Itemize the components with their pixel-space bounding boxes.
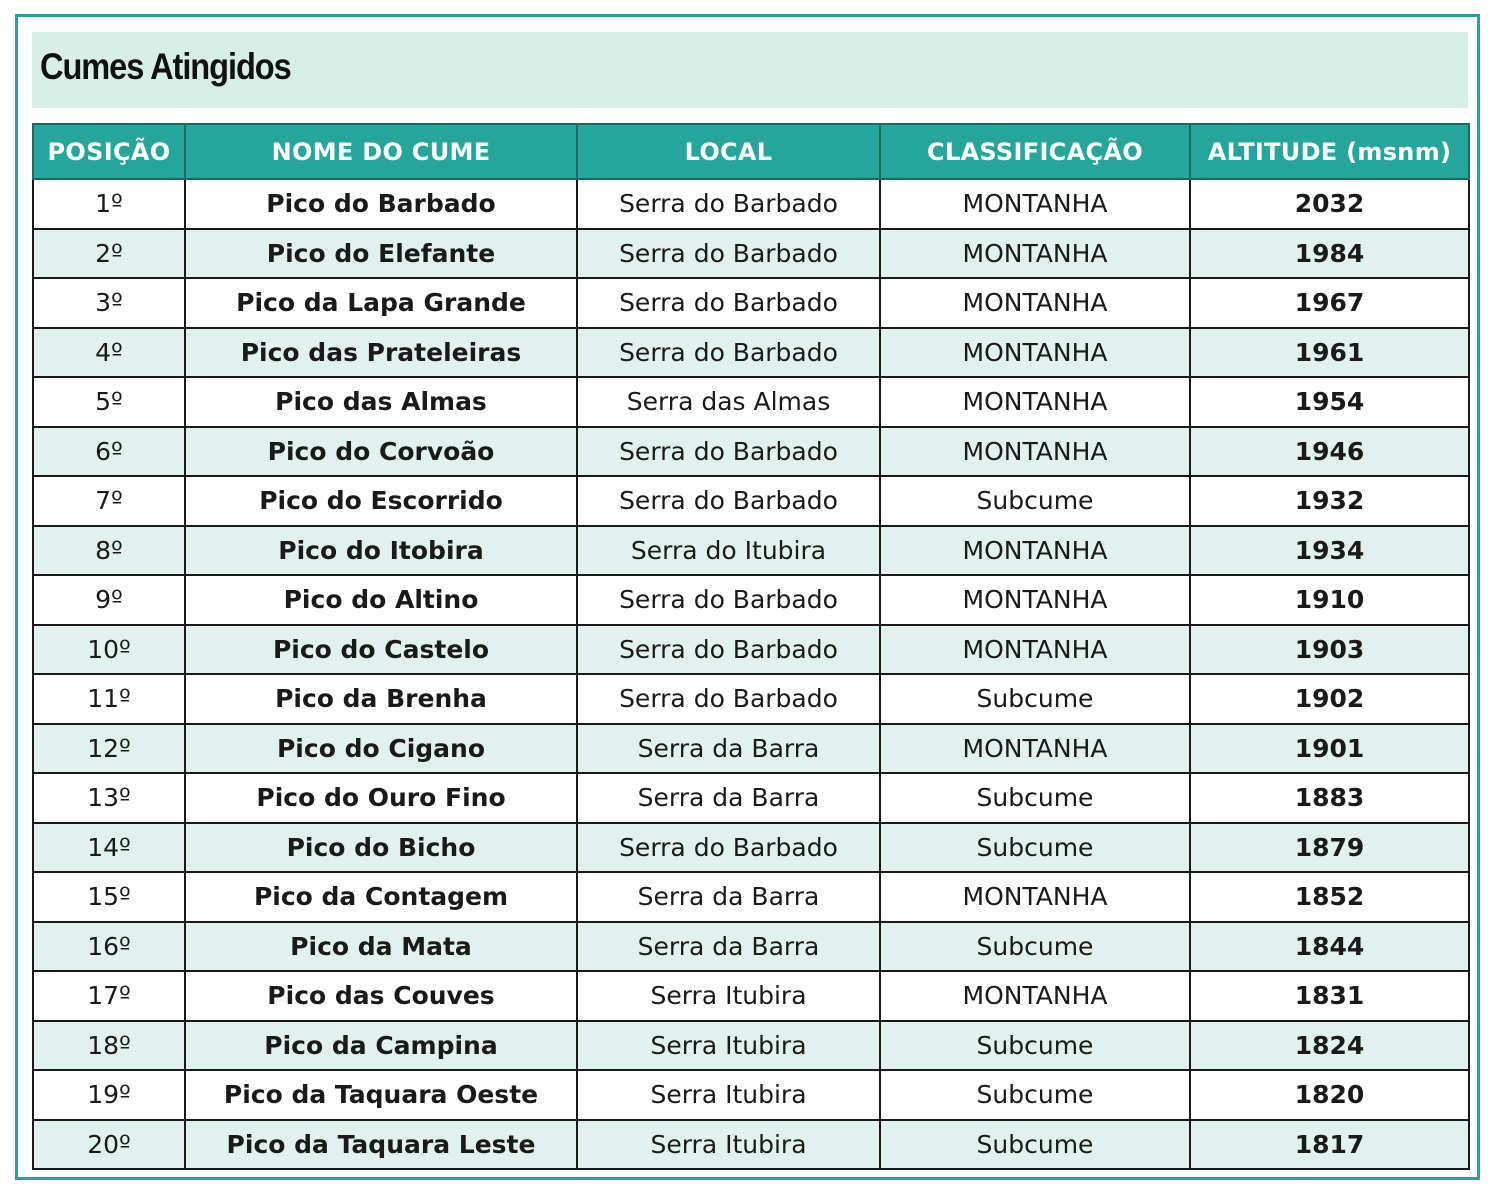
cell-location: Serra do Barbado <box>577 229 880 279</box>
table-row <box>33 575 1469 625</box>
header-position: POSIÇÃO <box>33 124 185 179</box>
table-row <box>33 922 1469 972</box>
peaks-table <box>32 123 1470 1170</box>
cell-altitude: 1817 <box>1190 1120 1469 1170</box>
cell-altitude: 1934 <box>1190 526 1469 576</box>
table-row <box>33 1120 1469 1170</box>
cell-peak-name: Pico do Itobira <box>185 526 577 576</box>
cell-position: 5º <box>33 377 185 427</box>
header-row <box>33 124 1469 179</box>
cell-altitude: 1901 <box>1190 724 1469 774</box>
cell-altitude: 1946 <box>1190 427 1469 477</box>
cell-classification: MONTANHA <box>880 971 1190 1021</box>
table-row <box>33 1070 1469 1120</box>
header-peak-name: NOME DO CUME <box>185 124 577 179</box>
cell-peak-name: Pico do Barbado <box>185 179 577 229</box>
header-classification: CLASSIFICAÇÃO <box>880 124 1190 179</box>
cell-classification: Subcume <box>880 773 1190 823</box>
cell-location: Serra do Barbado <box>577 328 880 378</box>
table-row <box>33 328 1469 378</box>
table-row <box>33 476 1469 526</box>
cell-classification: MONTANHA <box>880 278 1190 328</box>
cell-classification: Subcume <box>880 1120 1190 1170</box>
cell-classification: MONTANHA <box>880 328 1190 378</box>
cell-peak-name: Pico da Taquara Leste <box>185 1120 577 1170</box>
table-row <box>33 278 1469 328</box>
table-row <box>33 971 1469 1021</box>
cell-peak-name: Pico das Couves <box>185 971 577 1021</box>
cell-location: Serra Itubira <box>577 1021 880 1071</box>
cell-altitude: 1932 <box>1190 476 1469 526</box>
cell-classification: MONTANHA <box>880 575 1190 625</box>
cell-altitude: 1903 <box>1190 625 1469 675</box>
cell-location: Serra Itubira <box>577 1070 880 1120</box>
cell-altitude: 1883 <box>1190 773 1469 823</box>
cell-position: 16º <box>33 922 185 972</box>
cell-classification: MONTANHA <box>880 179 1190 229</box>
table-row <box>33 674 1469 724</box>
header-altitude: ALTITUDE (msnm) <box>1190 124 1469 179</box>
cell-position: 10º <box>33 625 185 675</box>
cell-position: 17º <box>33 971 185 1021</box>
cell-position: 4º <box>33 328 185 378</box>
cell-peak-name: Pico da Campina <box>185 1021 577 1071</box>
table-row <box>33 872 1469 922</box>
cell-position: 6º <box>33 427 185 477</box>
cell-peak-name: Pico da Brenha <box>185 674 577 724</box>
cell-altitude: 1961 <box>1190 328 1469 378</box>
cell-location: Serra Itubira <box>577 971 880 1021</box>
cell-peak-name: Pico das Prateleiras <box>185 328 577 378</box>
cell-location: Serra das Almas <box>577 377 880 427</box>
page-title: Cumes Atingidos <box>40 46 291 87</box>
cell-classification: MONTANHA <box>880 377 1190 427</box>
table-row <box>33 625 1469 675</box>
cell-altitude: 1910 <box>1190 575 1469 625</box>
table-row <box>33 724 1469 774</box>
cell-position: 19º <box>33 1070 185 1120</box>
cell-classification: Subcume <box>880 476 1190 526</box>
header-location: LOCAL <box>577 124 880 179</box>
cell-position: 3º <box>33 278 185 328</box>
cell-classification: MONTANHA <box>880 625 1190 675</box>
cell-location: Serra do Barbado <box>577 278 880 328</box>
cell-location: Serra da Barra <box>577 922 880 972</box>
cell-classification: Subcume <box>880 1021 1190 1071</box>
cell-position: 13º <box>33 773 185 823</box>
cell-location: Serra do Barbado <box>577 427 880 477</box>
cell-position: 15º <box>33 872 185 922</box>
table-row <box>33 823 1469 873</box>
cell-altitude: 1879 <box>1190 823 1469 873</box>
table-row <box>33 427 1469 477</box>
cell-altitude: 1844 <box>1190 922 1469 972</box>
cell-peak-name: Pico do Ouro Fino <box>185 773 577 823</box>
cell-location: Serra do Barbado <box>577 823 880 873</box>
cell-peak-name: Pico do Cigano <box>185 724 577 774</box>
cell-position: 8º <box>33 526 185 576</box>
cell-location: Serra Itubira <box>577 1120 880 1170</box>
cell-classification: MONTANHA <box>880 872 1190 922</box>
cell-altitude: 1852 <box>1190 872 1469 922</box>
cell-position: 1º <box>33 179 185 229</box>
cell-location: Serra da Barra <box>577 724 880 774</box>
cell-position: 18º <box>33 1021 185 1071</box>
cell-position: 20º <box>33 1120 185 1170</box>
cell-peak-name: Pico do Corvoão <box>185 427 577 477</box>
cell-peak-name: Pico da Taquara Oeste <box>185 1070 577 1120</box>
cell-location: Serra do Barbado <box>577 674 880 724</box>
cell-location: Serra do Barbado <box>577 476 880 526</box>
cell-position: 12º <box>33 724 185 774</box>
cell-altitude: 1831 <box>1190 971 1469 1021</box>
cell-position: 11º <box>33 674 185 724</box>
cell-peak-name: Pico do Castelo <box>185 625 577 675</box>
cell-altitude: 1820 <box>1190 1070 1469 1120</box>
cell-position: 7º <box>33 476 185 526</box>
cell-peak-name: Pico da Mata <box>185 922 577 972</box>
cell-location: Serra do Barbado <box>577 575 880 625</box>
table-row <box>33 179 1469 229</box>
cell-peak-name: Pico da Lapa Grande <box>185 278 577 328</box>
cell-peak-name: Pico do Bicho <box>185 823 577 873</box>
cell-peak-name: Pico do Altino <box>185 575 577 625</box>
table-row <box>33 526 1469 576</box>
cell-position: 9º <box>33 575 185 625</box>
cell-altitude: 2032 <box>1190 179 1469 229</box>
cell-altitude: 1967 <box>1190 278 1469 328</box>
cell-location: Serra do Itubira <box>577 526 880 576</box>
cell-classification: Subcume <box>880 823 1190 873</box>
cell-location: Serra do Barbado <box>577 625 880 675</box>
cell-altitude: 1902 <box>1190 674 1469 724</box>
cell-classification: Subcume <box>880 922 1190 972</box>
table-row <box>33 1021 1469 1071</box>
cell-peak-name: Pico da Contagem <box>185 872 577 922</box>
cell-altitude: 1824 <box>1190 1021 1469 1071</box>
cell-position: 2º <box>33 229 185 279</box>
cell-location: Serra do Barbado <box>577 179 880 229</box>
cell-peak-name: Pico do Escorrido <box>185 476 577 526</box>
cell-altitude: 1984 <box>1190 229 1469 279</box>
cell-classification: Subcume <box>880 1070 1190 1120</box>
cell-location: Serra da Barra <box>577 872 880 922</box>
cell-classification: MONTANHA <box>880 724 1190 774</box>
cell-location: Serra da Barra <box>577 773 880 823</box>
table-row <box>33 229 1469 279</box>
cell-classification: MONTANHA <box>880 229 1190 279</box>
cell-classification: MONTANHA <box>880 427 1190 477</box>
cell-position: 14º <box>33 823 185 873</box>
table-row <box>33 377 1469 427</box>
cell-classification: Subcume <box>880 674 1190 724</box>
table-row <box>33 773 1469 823</box>
cell-peak-name: Pico das Almas <box>185 377 577 427</box>
cell-altitude: 1954 <box>1190 377 1469 427</box>
title-bar <box>32 32 1468 108</box>
cell-peak-name: Pico do Elefante <box>185 229 577 279</box>
cell-classification: MONTANHA <box>880 526 1190 576</box>
